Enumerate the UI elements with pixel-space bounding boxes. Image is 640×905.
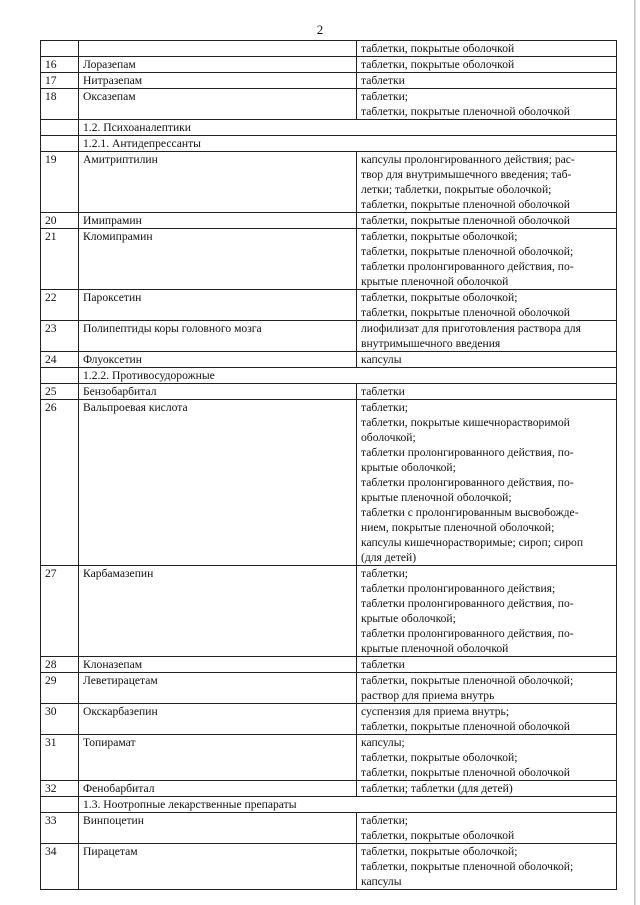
dosage-form-line: таблетки пролонгированного действия, по- — [361, 446, 574, 459]
section-title: 1.2. Психоаналептики — [79, 120, 617, 136]
section-number-cell — [41, 368, 79, 384]
dosage-form-line: суспензия для приема внутрь; — [361, 705, 510, 718]
dosage-form-line: таблетки, покрытые пленочной оболочкой — [361, 214, 570, 227]
drug-row — [41, 57, 617, 73]
dosage-form-line: таблетки, покрытые пленочной оболочкой — [361, 766, 570, 779]
dosage-form-line: таблетки, покрытые оболочкой; — [361, 230, 518, 243]
row-number: 29 — [41, 673, 79, 704]
dosage-form-line: таблетки; — [361, 814, 409, 827]
drug-row — [41, 41, 617, 57]
dosage-form-line: таблетки; — [361, 567, 409, 580]
dosage-forms — [357, 73, 617, 89]
dosage-forms — [357, 229, 617, 290]
drug-name: Леветирацетам — [79, 673, 357, 704]
section-header-row — [41, 136, 617, 152]
drug-row — [41, 89, 617, 120]
drug-row — [41, 566, 617, 657]
drug-row — [41, 321, 617, 352]
dosage-forms — [357, 844, 617, 890]
dosage-form-line: твор для внутримышечного введения; таб- — [361, 168, 572, 181]
drug-row — [41, 704, 617, 735]
dosage-forms — [357, 566, 617, 657]
drug-row — [41, 229, 617, 290]
drug-row — [41, 735, 617, 781]
dosage-forms — [357, 321, 617, 352]
row-number: 20 — [41, 213, 79, 229]
drug-name: Нитразепам — [79, 73, 357, 89]
dosage-form-line: таблетки; — [361, 401, 409, 414]
drug-row — [41, 657, 617, 673]
dosage-form-line: таблетки пролонгированного действия; — [361, 582, 556, 595]
dosage-form-line: внутримышечного введения — [361, 337, 501, 350]
table-body — [41, 41, 617, 890]
drug-name: Пароксетин — [79, 290, 357, 321]
dosage-form-line: таблетки, покрытые пленочной оболочкой — [361, 720, 570, 733]
drug-name: Карбамазепин — [79, 566, 357, 657]
dosage-form-line: таблетки пролонгированного действия, по- — [361, 597, 574, 610]
dosage-form-line: капсулы; — [361, 736, 405, 749]
dosage-form-line: крытые оболочкой; — [361, 612, 456, 625]
dosage-form-line: летки; таблетки, покрытые оболочкой; — [361, 183, 552, 196]
dosage-form-line: таблетки — [361, 658, 405, 671]
row-number: 30 — [41, 704, 79, 735]
drug-row — [41, 673, 617, 704]
row-number: 18 — [41, 89, 79, 120]
dosage-forms — [357, 152, 617, 213]
drug-row — [41, 290, 617, 321]
dosage-form-line: таблетки, покрытые пленочной оболочкой; — [361, 860, 574, 873]
row-number: 24 — [41, 352, 79, 368]
drug-name: Окскарбазепин — [79, 704, 357, 735]
dosage-form-line: нием, покрытые пленочной оболочкой; — [361, 521, 555, 534]
drug-name: Кломипрамин — [79, 229, 357, 290]
dosage-form-line: таблетки — [361, 74, 405, 87]
dosage-forms — [357, 813, 617, 844]
drug-name: Топирамат — [79, 735, 357, 781]
row-number — [41, 41, 79, 57]
row-number: 22 — [41, 290, 79, 321]
dosage-form-line: капсулы пролонгированного действия; рас- — [361, 153, 575, 166]
drug-row — [41, 73, 617, 89]
section-number-cell — [41, 136, 79, 152]
dosage-form-line: таблетки; таблетки (для детей) — [361, 782, 513, 795]
dosage-form-line: лиофилизат для приготовления раствора для — [361, 322, 581, 335]
dosage-form-line: крытые пленочной оболочкой — [361, 642, 509, 655]
drug-row — [41, 813, 617, 844]
section-header-row — [41, 797, 617, 813]
dosage-forms — [357, 400, 617, 566]
dosage-form-line: таблетки, покрытые оболочкой — [361, 829, 515, 842]
drug-name: Клоназепам — [79, 657, 357, 673]
row-number: 28 — [41, 657, 79, 673]
scan-edge — [634, 0, 636, 905]
dosage-form-line: таблетки; — [361, 90, 409, 103]
dosage-form-line: крытые оболочкой; — [361, 461, 456, 474]
dosage-form-line: таблетки, покрытые кишечнорастворимой — [361, 416, 570, 429]
page-number: 2 — [316, 22, 324, 37]
drug-name: Винпоцетин — [79, 813, 357, 844]
dosage-forms — [357, 673, 617, 704]
section-title: 1.2.2. Противосудорожные — [79, 368, 617, 384]
dosage-form-line: капсулы — [361, 875, 402, 888]
row-number: 27 — [41, 566, 79, 657]
section-header-row — [41, 368, 617, 384]
dosage-form-line: оболочкой; — [361, 431, 416, 444]
dosage-form-line: крытые пленочной оболочкой — [361, 275, 509, 288]
drug-row — [41, 213, 617, 229]
section-number-cell — [41, 120, 79, 136]
row-number: 31 — [41, 735, 79, 781]
dosage-form-line: таблетки, покрытые оболочкой; — [361, 751, 518, 764]
row-number: 34 — [41, 844, 79, 890]
drug-name: Полипептиды коры головного мозга — [79, 321, 357, 352]
drug-name: Бензобарбитал — [79, 384, 357, 400]
dosage-form-line: таблетки с пролонгированным высвобожде- — [361, 506, 579, 519]
section-title: 1.2.1. Антидепрессанты — [79, 136, 617, 152]
drug-name: Лоразепам — [79, 57, 357, 73]
dosage-form-line: таблетки, покрытые пленочной оболочкой — [361, 306, 570, 319]
dosage-form-line: капсулы кишечнорастворимые; сироп; сироп — [361, 536, 584, 549]
dosage-form-line: капсулы — [361, 353, 402, 366]
dosage-forms — [357, 657, 617, 673]
drug-row — [41, 352, 617, 368]
dosage-forms — [357, 89, 617, 120]
section-header-row — [41, 120, 617, 136]
drug-name: Амитриптилин — [79, 152, 357, 213]
dosage-form-line: таблетки, покрытые пленочной оболочкой; — [361, 674, 574, 687]
dosage-forms — [357, 213, 617, 229]
dosage-forms — [357, 384, 617, 400]
drug-row — [41, 781, 617, 797]
row-number: 26 — [41, 400, 79, 566]
drug-row — [41, 400, 617, 566]
dosage-forms — [357, 352, 617, 368]
dosage-forms — [357, 781, 617, 797]
dosage-forms — [357, 290, 617, 321]
drug-name — [79, 41, 357, 57]
dosage-form-line: таблетки, покрытые пленочной оболочкой — [361, 105, 570, 118]
drug-row — [41, 384, 617, 400]
dosage-form-line: таблетки — [361, 385, 405, 398]
dosage-form-line: раствор для приема внутрь — [361, 689, 495, 702]
dosage-form-line: таблетки пролонгированного действия, по- — [361, 476, 574, 489]
row-number: 17 — [41, 73, 79, 89]
dosage-form-line: (для детей) — [361, 551, 417, 564]
row-number: 21 — [41, 229, 79, 290]
drug-row — [41, 152, 617, 213]
dosage-forms — [357, 41, 617, 57]
drug-name: Фенобарбитал — [79, 781, 357, 797]
dosage-forms — [357, 57, 617, 73]
row-number: 16 — [41, 57, 79, 73]
drug-name: Пирацетам — [79, 844, 357, 890]
drug-row — [41, 844, 617, 890]
drug-name: Флуоксетин — [79, 352, 357, 368]
section-title: 1.3. Ноотропные лекарственные препараты — [79, 797, 617, 813]
dosage-form-line: таблетки, покрытые пленочной оболочкой; — [361, 245, 574, 258]
row-number: 23 — [41, 321, 79, 352]
dosage-forms — [357, 735, 617, 781]
dosage-form-line: таблетки, покрытые пленочной оболочкой — [361, 198, 570, 211]
section-number-cell — [41, 797, 79, 813]
drug-name: Имипрамин — [79, 213, 357, 229]
drug-name: Оксазепам — [79, 89, 357, 120]
dosage-form-line: таблетки пролонгированного действия, по- — [361, 260, 574, 273]
row-number: 25 — [41, 384, 79, 400]
dosage-form-line: крытые пленочной оболочкой; — [361, 491, 512, 504]
dosage-form-line: таблетки, покрытые оболочкой — [361, 42, 515, 55]
dosage-form-line: таблетки, покрытые оболочкой — [361, 58, 515, 71]
row-number: 19 — [41, 152, 79, 213]
drug-name: Вальпроевая кислота — [79, 400, 357, 566]
dosage-forms — [357, 704, 617, 735]
row-number: 32 — [41, 781, 79, 797]
dosage-form-line: таблетки пролонгированного действия, по- — [361, 627, 574, 640]
dosage-form-line: таблетки, покрытые оболочкой; — [361, 845, 518, 858]
dosage-form-line: таблетки, покрытые оболочкой; — [361, 291, 518, 304]
row-number: 33 — [41, 813, 79, 844]
drug-list-table — [40, 40, 617, 890]
